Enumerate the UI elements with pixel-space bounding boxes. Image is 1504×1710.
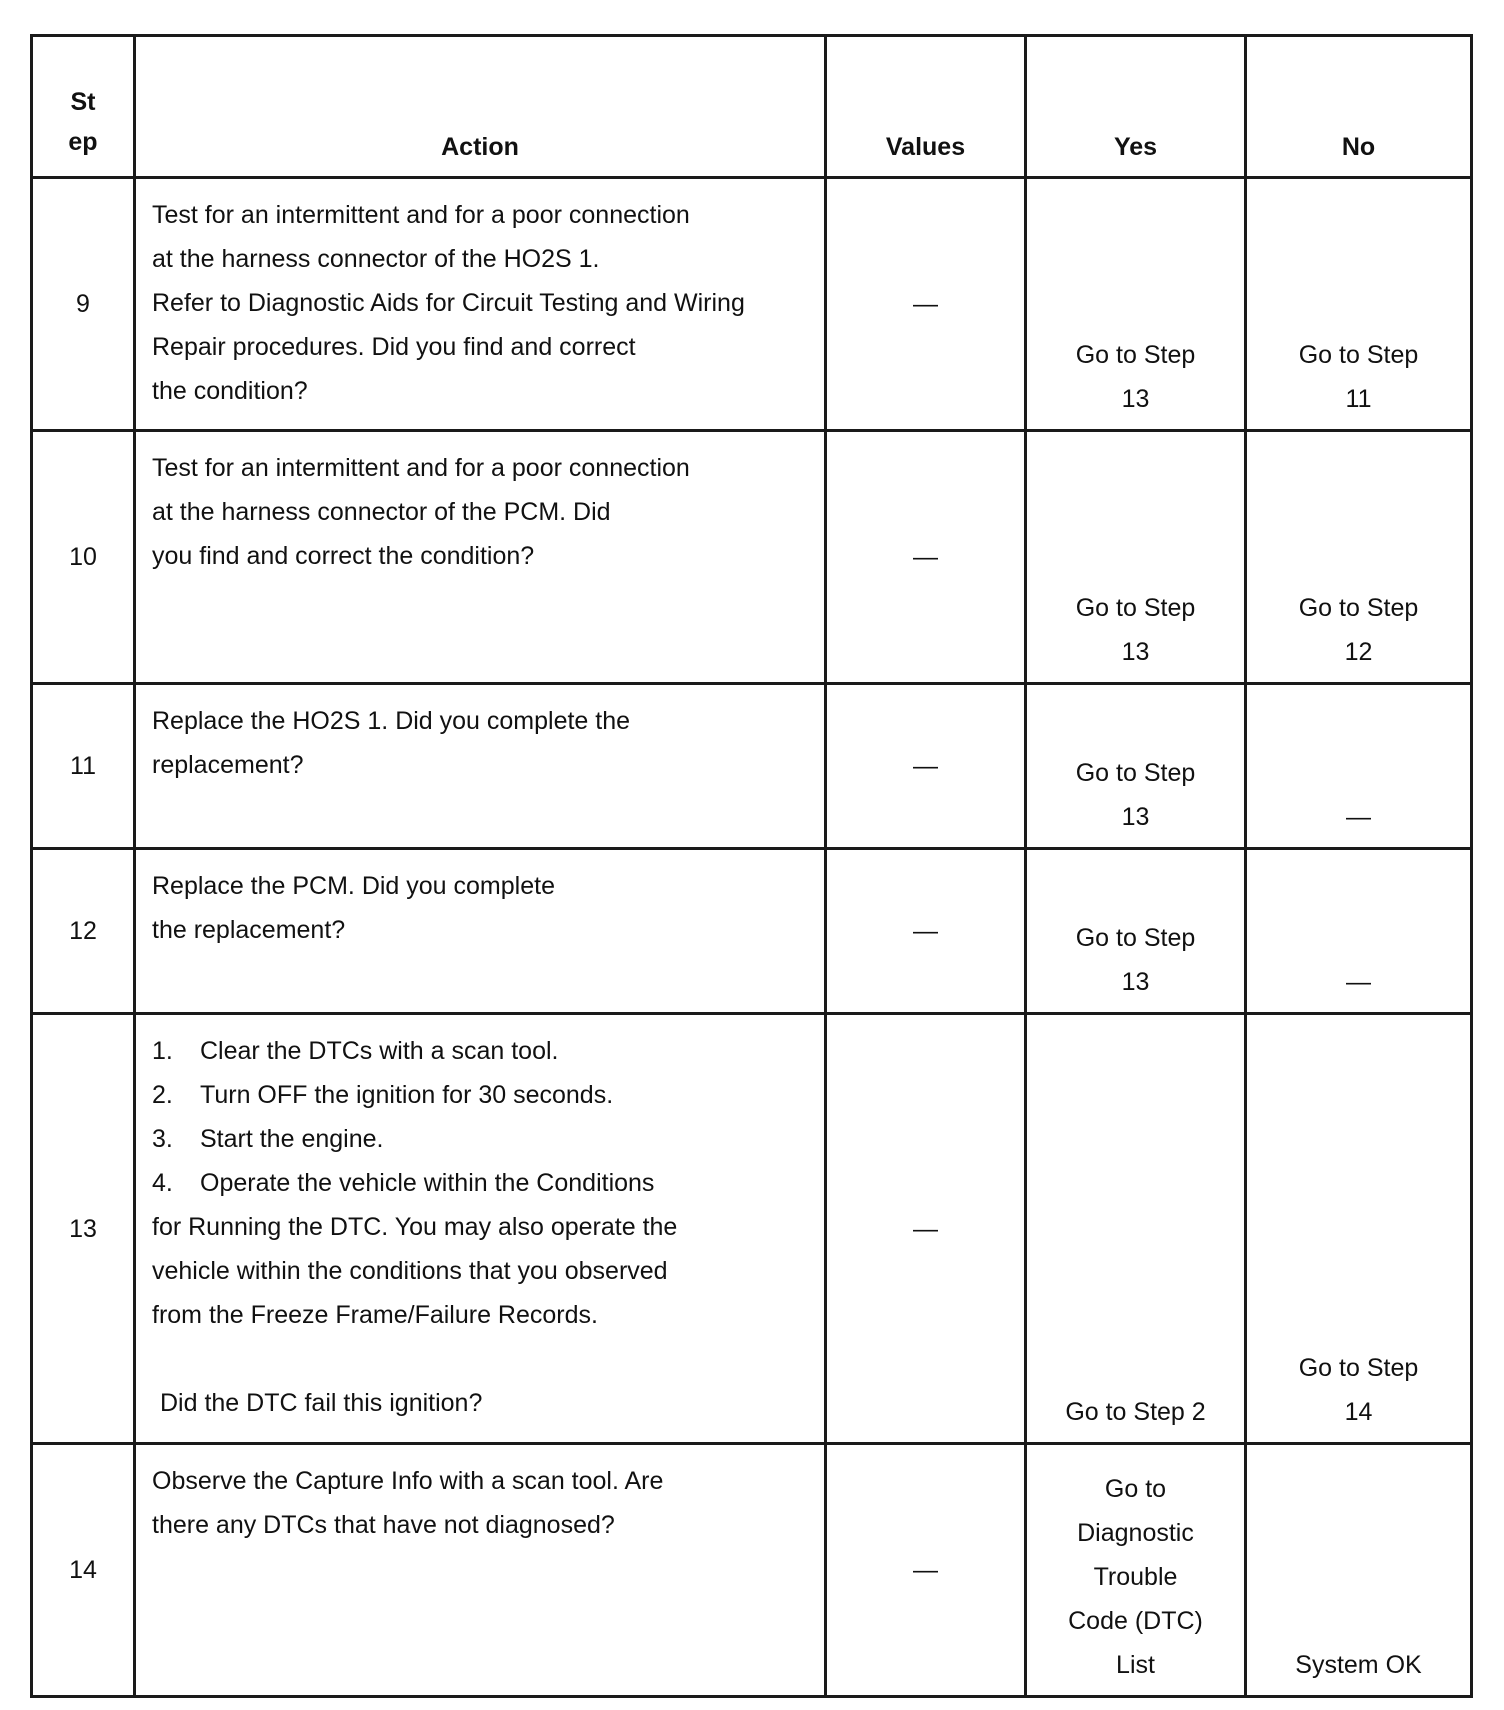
header-row bbox=[32, 36, 1472, 178]
no-outcome: Go to Step 14 bbox=[1246, 1014, 1472, 1444]
header-action: Action bbox=[135, 36, 826, 178]
step-number: 11 bbox=[32, 684, 135, 849]
no-outcome: Go to Step 12 bbox=[1246, 431, 1472, 684]
table-row-step-9 bbox=[32, 178, 1472, 431]
table-row-step-10 bbox=[32, 431, 1472, 684]
header-yes: Yes bbox=[1026, 36, 1246, 178]
values-cell: — bbox=[826, 684, 1026, 849]
values-cell: — bbox=[826, 178, 1026, 431]
action-text: Test for an intermittent and for a poor connection at the harness connector of the HO2S 1. Refer to Diagnostic Aids for Circuit Testing and Wiring Repair procedures. Did you find and correct the condition? bbox=[135, 178, 826, 431]
header-no: No bbox=[1246, 36, 1472, 178]
yes-outcome: Go to Step 2 bbox=[1026, 1014, 1246, 1444]
header-step: St ep bbox=[32, 36, 135, 178]
step-number: 12 bbox=[32, 849, 135, 1014]
no-outcome: — bbox=[1246, 849, 1472, 1014]
values-cell: — bbox=[826, 431, 1026, 684]
values-cell: — bbox=[826, 1014, 1026, 1444]
action-text: Test for an intermittent and for a poor connection at the harness connector of the PCM. Did you find and correct the condition? bbox=[135, 431, 826, 684]
values-cell: — bbox=[826, 1444, 1026, 1697]
action-text: Replace the PCM. Did you complete the replacement? bbox=[135, 849, 826, 1014]
step-number: 9 bbox=[32, 178, 135, 431]
diagnostic-table bbox=[30, 34, 1473, 1698]
no-outcome: System OK bbox=[1246, 1444, 1472, 1697]
list-item: 2. Turn OFF the ignition for 30 seconds. bbox=[152, 1081, 614, 1109]
table-row-step-12 bbox=[32, 849, 1472, 1014]
values-cell: — bbox=[826, 849, 1026, 1014]
table-row-step-13 bbox=[32, 1014, 1472, 1444]
list-item: 3. Start the engine. bbox=[152, 1125, 384, 1153]
step-number: 10 bbox=[32, 431, 135, 684]
yes-outcome: Go to Step 13 bbox=[1026, 849, 1246, 1014]
table-row-step-14 bbox=[32, 1444, 1472, 1697]
numbered-list bbox=[152, 1029, 810, 1205]
header-values: Values bbox=[826, 36, 1026, 178]
step-number: 13 bbox=[32, 1014, 135, 1444]
list-item: 1. Clear the DTCs with a scan tool. bbox=[152, 1037, 559, 1065]
action-question: Did the DTC fail this ignition? bbox=[160, 1389, 483, 1417]
yes-outcome: Go to Step 13 bbox=[1026, 431, 1246, 684]
yes-outcome: Go to Step 13 bbox=[1026, 684, 1246, 849]
yes-outcome: Go to Step 13 bbox=[1026, 178, 1246, 431]
no-outcome: — bbox=[1246, 684, 1472, 849]
yes-outcome: Go to Diagnostic Trouble Code (DTC) List bbox=[1026, 1444, 1246, 1697]
no-outcome: Go to Step 11 bbox=[1246, 178, 1472, 431]
list-item: 4. Operate the vehicle within the Conditions bbox=[152, 1169, 655, 1197]
step-number: 14 bbox=[32, 1444, 135, 1697]
action-text: Replace the HO2S 1. Did you complete the replacement? bbox=[135, 684, 826, 849]
action-text: 1. Clear the DTCs with a scan tool. 2. Turn OFF the ignition for 30 seconds. 3. Start the engine. 4. Operate the vehicle within the Conditions for Running the DTC. You may also operate the vehicle within the conditions that you observed from the Freeze Frame/Failure Records. Did the DTC fail this ignition? bbox=[135, 1014, 826, 1444]
action-text: Observe the Capture Info with a scan tool. Are there any DTCs that have not diagnosed? bbox=[135, 1444, 826, 1697]
table-row-step-11 bbox=[32, 684, 1472, 849]
